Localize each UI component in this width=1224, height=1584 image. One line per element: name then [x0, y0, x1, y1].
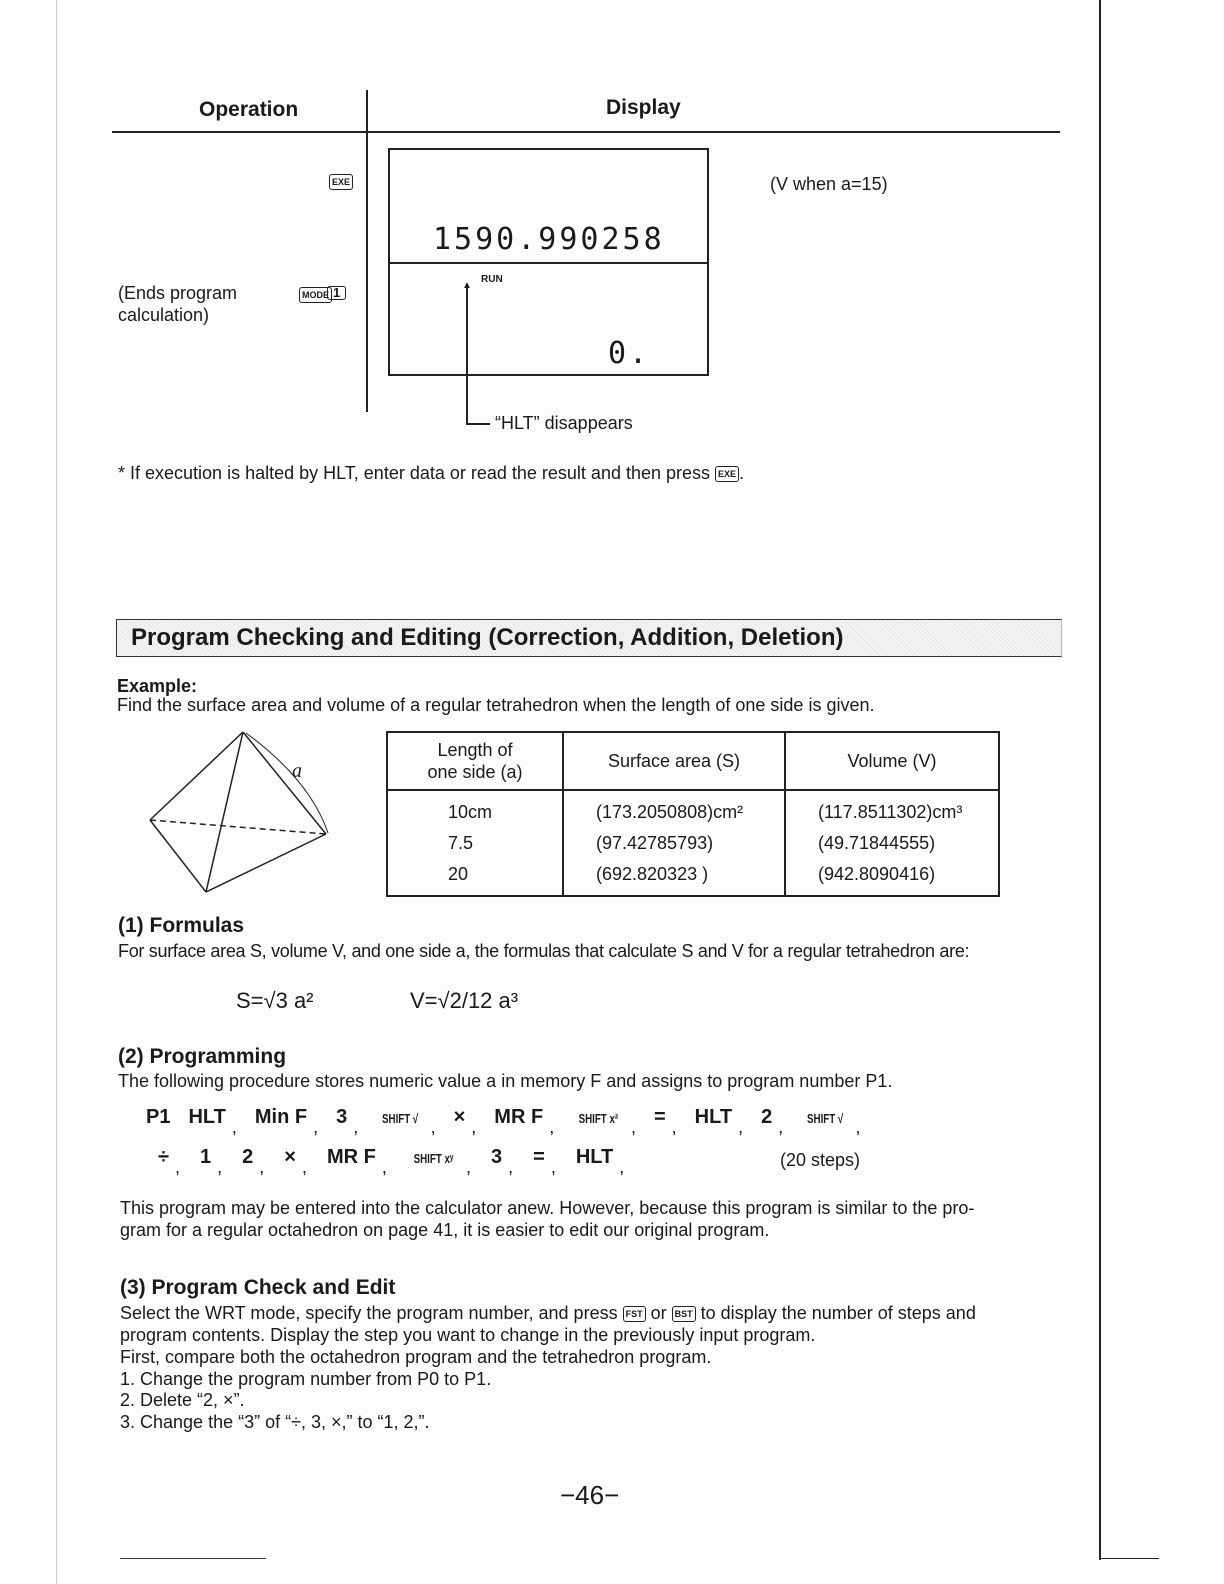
- column-header: [387, 732, 563, 790]
- separator: ,: [217, 1157, 223, 1177]
- key-token: 2: [761, 1106, 773, 1128]
- display-border: [388, 262, 708, 264]
- separator: ,: [630, 1117, 636, 1137]
- display-value: 1590.990258: [433, 222, 665, 257]
- separator: ,: [301, 1157, 307, 1177]
- cell: (117.8511302)cm³: [818, 802, 963, 822]
- scan-edge: [56, 0, 57, 1584]
- cell: 20: [448, 864, 469, 884]
- scan-edge: [1099, 0, 1101, 1560]
- section-title: Program Checking and Editing (Correction, Addition, Deletion): [131, 624, 844, 651]
- key-token: 3: [491, 1146, 503, 1168]
- key-token: ÷: [158, 1146, 169, 1168]
- op-note: (Ends program: [118, 283, 238, 303]
- check-line: 3. Change the “3” of “÷, 3, ×,” to “1, 2,”.: [120, 1412, 430, 1432]
- check-line: 1. Change the program number from P0 to P1.: [120, 1369, 492, 1389]
- separator: ,: [259, 1157, 265, 1177]
- key-token: HLT: [694, 1106, 733, 1128]
- key-token: HLT: [575, 1146, 614, 1168]
- check-line: [120, 1303, 976, 1324]
- display-note: (V when a=15): [770, 174, 888, 194]
- display-value: 0.: [608, 336, 651, 371]
- exe-key: EXE: [329, 174, 353, 190]
- s-formula: S=√3 a²: [236, 988, 314, 1013]
- key-token: 3: [336, 1106, 348, 1128]
- op-note: calculation): [118, 305, 210, 325]
- separator: ,: [174, 1157, 180, 1177]
- key-token: MR F: [494, 1106, 544, 1128]
- column-header: Surface area (S): [563, 732, 785, 790]
- formulas-text: For surface area S, volume V, and one side a, the formulas that calculate S and V for a regular tetrahedron are:: [118, 941, 970, 961]
- text: to display the number of steps and: [700, 1303, 976, 1323]
- text: Select the WRT mode, specify the program number, and press: [120, 1303, 618, 1323]
- separator: ,: [313, 1117, 319, 1137]
- run-indicator: RUN: [481, 274, 503, 285]
- fst-key: FST: [623, 1306, 646, 1322]
- programming-text: The following procedure stores numeric value a in memory F and assigns to program number P1.: [118, 1071, 893, 1091]
- table-header-row: [387, 732, 999, 790]
- mode-key: MODE: [299, 287, 332, 303]
- separator: ,: [381, 1157, 387, 1177]
- cell: (97.42785793): [596, 833, 714, 853]
- page-number: −46−: [560, 1480, 620, 1510]
- separator: ,: [619, 1157, 625, 1177]
- formulas-heading: (1) Formulas: [118, 914, 245, 937]
- key-token: ×: [453, 1106, 466, 1128]
- separator: ,: [855, 1117, 861, 1137]
- table-row: [387, 790, 999, 896]
- cell: 10cm: [448, 802, 493, 822]
- side-label: a: [292, 760, 302, 782]
- key-token: =: [533, 1146, 545, 1168]
- pointer-line: [466, 286, 468, 424]
- key-token: MR F: [326, 1146, 376, 1168]
- paragraph: This program may be entered into the calculator anew. However, because this program is similar to the pro-: [120, 1198, 975, 1218]
- annotation: “HLT” disappears: [495, 413, 633, 433]
- check-line: 2. Delete “2, ×”.: [120, 1390, 245, 1410]
- separator: ,: [430, 1117, 436, 1137]
- separator: ,: [465, 1157, 471, 1177]
- side-values: [387, 790, 563, 896]
- cell: (173.2050808)cm²: [596, 802, 744, 822]
- text: or: [650, 1303, 667, 1323]
- footnote-text: * If execution is halted by HLT, enter data or read the result and then press: [118, 463, 711, 483]
- display-border: [388, 148, 708, 150]
- scan-edge: [1099, 1558, 1159, 1559]
- key-token: SHIFT √: [382, 1111, 419, 1126]
- separator: ,: [671, 1117, 677, 1137]
- example-text: Find the surface area and volume of a regular tetrahedron when the length of one side is given.: [117, 695, 875, 715]
- cell: (692.820323 ): [596, 864, 709, 884]
- separator: ,: [508, 1157, 514, 1177]
- column-divider: [366, 90, 368, 412]
- header-text: one side (a): [427, 762, 523, 782]
- key-token: HLT: [188, 1106, 226, 1128]
- header-rule: [112, 131, 1060, 133]
- key-token: Min F: [254, 1106, 308, 1128]
- key-token: ×: [284, 1146, 296, 1168]
- paragraph: gram for a regular octahedron on page 41, it is easier to edit our original program.: [120, 1220, 770, 1240]
- key-token: 2: [242, 1146, 254, 1168]
- key-token: SHIFT √: [807, 1111, 844, 1126]
- volume-values: [785, 790, 999, 896]
- key-token: SHIFT x²: [578, 1111, 619, 1126]
- column-header: Volume (V): [785, 732, 999, 790]
- display-border: [388, 374, 708, 376]
- pointer-line: [466, 423, 490, 425]
- operation-header: Operation: [199, 98, 299, 121]
- check-line: program contents. Display the step you want to change in the previously input program.: [120, 1325, 816, 1345]
- separator: ,: [738, 1117, 744, 1137]
- cell: 7.5: [448, 833, 474, 853]
- separator: ,: [550, 1157, 556, 1177]
- v-formula: V=√2/12 a³: [410, 988, 519, 1013]
- check-line: First, compare both the octahedron program and the tetrahedron program.: [120, 1347, 712, 1367]
- separator: ,: [549, 1117, 555, 1137]
- example-label: Example:: [117, 676, 198, 696]
- display-header: Display: [606, 96, 681, 119]
- separator: ,: [778, 1117, 784, 1137]
- arrow-up-icon: ▲: [462, 280, 472, 291]
- bst-key: BST: [672, 1306, 696, 1322]
- example-table: [386, 731, 1000, 897]
- programming-heading: (2) Programming: [118, 1045, 287, 1068]
- key-token: 1: [200, 1146, 212, 1168]
- area-values: [563, 790, 785, 896]
- step-count: (20 steps): [780, 1150, 861, 1170]
- separator: ,: [353, 1117, 359, 1137]
- scan-edge: [120, 1558, 266, 1559]
- separator: ,: [471, 1117, 477, 1137]
- key-sequence-line-1: [146, 1106, 879, 1137]
- cell: (942.8090416): [818, 864, 936, 884]
- key-sequence-line-2: [158, 1146, 644, 1177]
- exe-key: EXE: [715, 466, 739, 482]
- key-token: SHIFT xʸ: [413, 1151, 454, 1166]
- separator: ,: [231, 1117, 237, 1137]
- cell: (49.71844555): [818, 833, 936, 853]
- footnote: * If execution is halted by HLT, enter data or read the result and then press EXE .: [118, 463, 745, 483]
- one-key: 1: [327, 286, 346, 300]
- check-heading: (3) Program Check and Edit: [120, 1276, 396, 1299]
- section-banner: [116, 619, 1062, 657]
- header-text: Length of: [437, 740, 513, 760]
- key-token: =: [653, 1106, 666, 1128]
- key-token: P1: [146, 1106, 171, 1128]
- tetrahedron-figure: [140, 725, 340, 900]
